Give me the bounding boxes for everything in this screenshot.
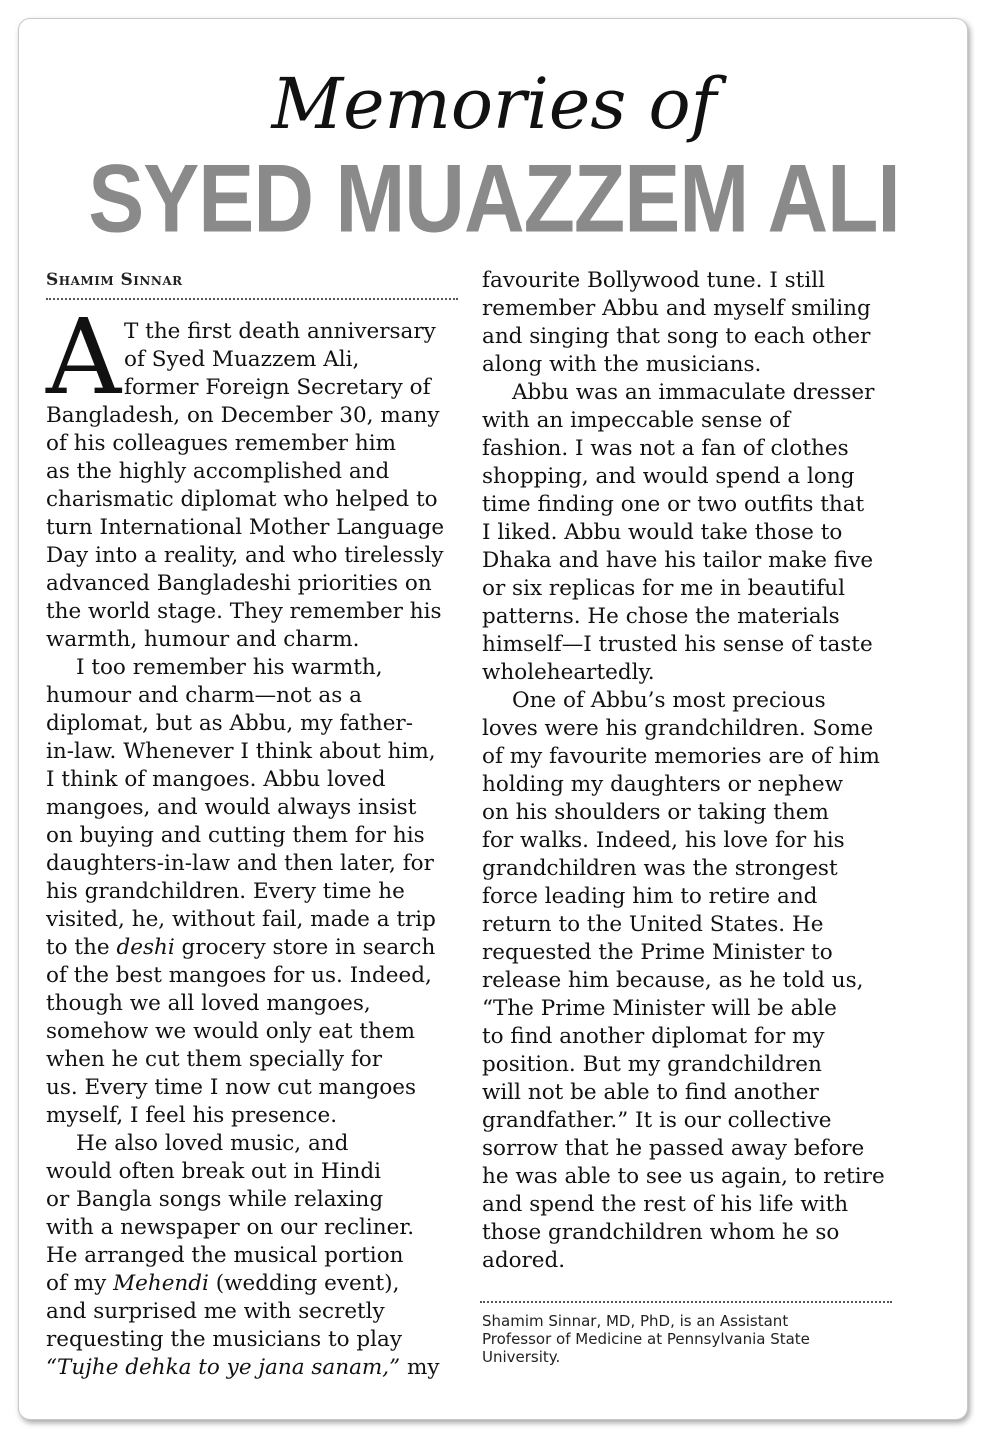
text-line: return to the United States. He <box>482 912 824 937</box>
bio-line: University. <box>482 1348 561 1366</box>
right-column <box>482 267 902 1275</box>
text-line: turn International Mother Language <box>46 515 445 540</box>
text-line: “The Prime Minister will be able <box>482 996 837 1021</box>
text-line: T the first death anniversary <box>124 319 436 344</box>
text-line: humour and charm—not as a <box>46 683 362 708</box>
text-line: position. But my grandchildren <box>482 1052 822 1077</box>
text-line: though we all loved mangoes, <box>46 991 371 1016</box>
text-line: daughters-in-law and then later, for <box>46 851 434 876</box>
text-line: He arranged the musical portion <box>46 1243 404 1268</box>
text-line: diplomat, but as Abbu, my father- <box>46 711 413 736</box>
text-line: adored. <box>482 1248 566 1273</box>
text-line: he was able to see us again, to retire <box>482 1164 885 1189</box>
text-line: Day into a reality, and who tirelessly <box>46 543 444 568</box>
text-line: for walks. Indeed, his love for his <box>482 828 845 853</box>
text-line: himself—I trusted his sense of taste <box>482 632 873 657</box>
text-line: release him because, as he told us, <box>482 968 864 993</box>
text-line: remember Abbu and myself smiling <box>482 296 871 321</box>
text-line: as the highly accomplished and <box>46 459 390 484</box>
text-line: patterns. He chose the materials <box>482 604 840 629</box>
text-line: on his shoulders or taking them <box>482 800 829 825</box>
text-line: former Foreign Secretary of <box>124 375 431 400</box>
text-span: grocery store in search <box>174 935 436 960</box>
title-line-1: Memories of <box>271 63 717 145</box>
text-line: Abbu was an immaculate dresser <box>512 380 875 405</box>
text-line: Bangladesh, on December 30, many <box>46 403 440 428</box>
text-line: of Syed Muazzem Ali, <box>124 347 360 372</box>
drop-cap: A <box>46 296 122 418</box>
text-line: grandchildren was the strongest <box>482 856 838 881</box>
text-line: charismatic diplomat who helped to <box>46 487 438 512</box>
italic-text: Mehendi <box>113 1271 209 1296</box>
text-line: requested the Prime Minister to <box>482 940 833 965</box>
text-line: the world stage. They remember his <box>46 599 442 624</box>
text-line: sorrow that he passed away before <box>482 1136 865 1161</box>
text-line: force leading him to retire and <box>482 884 818 909</box>
text-span: of my <box>46 1271 114 1296</box>
text-line: will not be able to find another <box>482 1080 819 1105</box>
text-line: mangoes, and would always insist <box>46 795 417 820</box>
text-line: shopping, and would spend a long <box>482 464 855 489</box>
text-line: holding my daughters or nephew <box>482 772 844 797</box>
text-line: and spend the rest of his life with <box>482 1192 849 1217</box>
text-line: of his colleagues remember him <box>46 431 397 456</box>
text-line <box>46 1354 458 1382</box>
text-line: and surprised me with secretly <box>46 1299 385 1324</box>
text-line: and singing that song to each other <box>482 324 871 349</box>
text-line: wholeheartedly. <box>482 660 655 685</box>
bio-line: Shamim Sinnar, MD, PhD, is an Assistant <box>482 1312 789 1330</box>
text-line: fashion. I was not a fan of clothes <box>482 436 849 461</box>
text-span: (wedding event), <box>208 1271 400 1296</box>
text-line: on buying and cutting them for his <box>46 823 425 848</box>
title-line-2: SYED MUAZZEM ALI <box>88 143 900 253</box>
text-line: somehow we would only eat them <box>46 1019 416 1044</box>
text-line <box>46 934 458 962</box>
text-line <box>46 1270 458 1298</box>
text-line: us. Every time I now cut mangoes <box>46 1075 417 1100</box>
text-line: his grandchildren. Every time he <box>46 879 405 904</box>
text-line: along with the musicians. <box>482 352 762 377</box>
text-line: advanced Bangladeshi priorities on <box>46 571 432 596</box>
text-line: loves were his grandchildren. Some <box>482 716 874 741</box>
text-line: He also loved music, and <box>76 1131 349 1156</box>
text-line: time finding one or two outfits that <box>482 492 865 517</box>
text-line: One of Abbu’s most precious <box>512 688 826 713</box>
text-line: those grandchildren whom he so <box>482 1220 840 1245</box>
text-line: grandfather.” It is our collective <box>482 1108 832 1133</box>
text-line: would often break out in Hindi <box>46 1159 381 1184</box>
text-line: requesting the musicians to play <box>46 1327 402 1352</box>
italic-text: deshi <box>116 935 175 960</box>
text-line: Dhaka and have his tailor make five <box>482 548 874 573</box>
text-line: I too remember his warmth, <box>76 655 383 680</box>
text-line: of the best mangoes for us. Indeed, <box>46 963 432 988</box>
text-line: favourite Bollywood tune. I still <box>482 268 825 293</box>
text-line: or Bangla songs while relaxing <box>46 1187 384 1212</box>
text-line: with a newspaper on our recliner. <box>46 1215 415 1240</box>
byline: Shamim Sinnar <box>46 270 183 290</box>
text-line: myself, I feel his presence. <box>46 1103 338 1128</box>
text-line: visited, he, without fail, made a trip <box>46 907 436 932</box>
text-line: when he cut them specially for <box>46 1047 383 1072</box>
text-line: I liked. Abbu would take those to <box>482 520 843 545</box>
text-line: or six replicas for me in beautiful <box>482 576 846 601</box>
text-line: with an impeccable sense of <box>482 408 791 433</box>
bio-line: Professor of Medicine at Pennsylvania State <box>482 1330 810 1348</box>
text-line: in-law. Whenever I think about him, <box>46 739 436 764</box>
author-bio <box>482 1312 902 1366</box>
bio-divider <box>480 1301 892 1303</box>
left-column <box>46 318 458 1382</box>
text-span: to the <box>46 935 117 960</box>
text-span: my <box>400 1355 440 1380</box>
text-line: of my favourite memories are of him <box>482 744 880 769</box>
text-line: I think of mangoes. Abbu loved <box>46 767 386 792</box>
text-line: to find another diplomat for my <box>482 1024 825 1049</box>
text-line: warmth, humour and charm. <box>46 627 360 652</box>
italic-text: “Tujhe dehka to ye jana sanam,” <box>46 1355 401 1380</box>
